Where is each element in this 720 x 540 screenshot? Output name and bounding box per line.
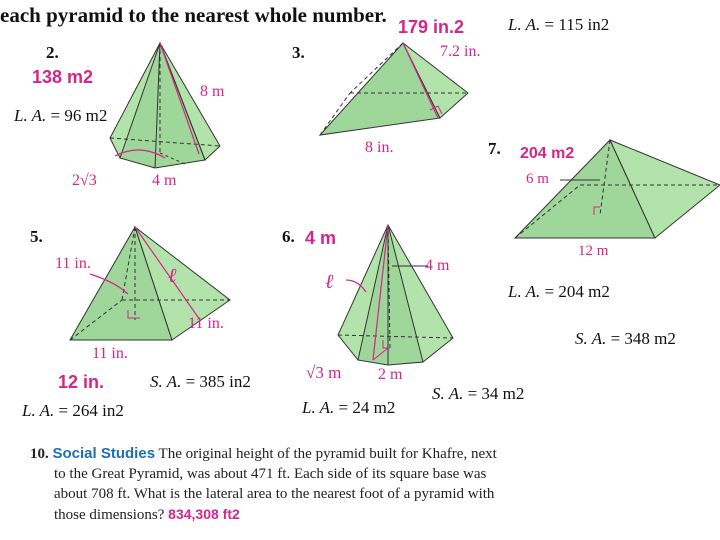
problem-5-height-label: 11 in. (55, 255, 91, 272)
rectangular-pyramid-figure (510, 135, 720, 245)
problem-2-apothem-label: 2√3 (72, 172, 97, 189)
problem-6-height-label: 4 m (425, 257, 450, 274)
word-problem-line (30, 504, 710, 525)
problem-6-side-label: 2 m (378, 366, 403, 383)
problem-6-lateral-area (302, 399, 395, 416)
problem-7-lateral-area (508, 283, 610, 300)
problem-3-answer: 179 in.2 (398, 17, 465, 37)
problem-7-side-label: 12 m (578, 243, 609, 259)
la-value: = 264 in2 (58, 401, 124, 420)
problem-2-answer: 138 m2 (32, 67, 94, 87)
problem-7-answer: 204 m2 (520, 145, 575, 162)
hexagonal-pyramid-figure (95, 38, 245, 188)
sa-value: = 348 m2 (610, 329, 676, 348)
square-pyramid-figure (60, 222, 240, 352)
hexagonal-pyramid-figure (328, 220, 468, 370)
word-problem-10 (30, 444, 710, 525)
problem-6-number: 6. (282, 227, 295, 246)
problem-6-apothem-label: √3 m (306, 363, 342, 382)
word-problem-line: to the Great Pyramid, was about 471 ft. Each side of its square base was (54, 466, 487, 482)
la-value: = 204 m2 (544, 282, 610, 301)
problem-5-number: 5. (30, 227, 43, 246)
sa-value: = 385 in2 (185, 372, 251, 391)
word-problem-line: about 708 ft. What is the lateral area to the nearest foot of a pyramid with (54, 486, 495, 502)
problem-5-edge-label: 11 in. (188, 315, 224, 332)
la-label: L. A. (14, 106, 47, 125)
word-problem-answer: 834,308 ft2 (168, 506, 240, 522)
sa-value: = 34 m2 (467, 384, 525, 403)
sa-label: S. A. (432, 384, 464, 403)
word-problem-text: those dimensions? (54, 507, 165, 523)
problem-2-slant-label: 8 m (200, 83, 225, 100)
problem-3-lateral-area (508, 16, 609, 33)
la-label: L. A. (508, 282, 541, 301)
problem-5-slant-ell: ℓ (168, 265, 177, 287)
la-value: = 24 m2 (338, 398, 396, 417)
problem-7-surface-area (575, 330, 676, 347)
problem-3-number: 3. (292, 43, 305, 62)
la-label: L. A. (508, 15, 541, 34)
problem-6-slant-ell: ℓ (325, 271, 334, 293)
problem-5-lateral-area (22, 402, 124, 419)
word-problem-number: 10. (30, 446, 49, 462)
la-label: L. A. (302, 398, 335, 417)
word-problem-line (30, 444, 710, 464)
sa-label: S. A. (575, 329, 607, 348)
problem-5-answer: 12 in. (58, 372, 105, 392)
word-problem-text: The original height of the pyramid built for Khafre, next (158, 446, 497, 462)
problem-5-surface-area (150, 373, 251, 390)
problem-5-base-label: 11 in. (92, 345, 128, 362)
word-problem-heading: Social Studies (52, 445, 156, 462)
problem-7-height-label: 6 m (526, 171, 549, 187)
problem-2-number: 2. (46, 43, 59, 62)
problem-7-number: 7. (488, 139, 501, 158)
problem-2-lateral-area (14, 107, 107, 124)
sa-label: S. A. (150, 372, 182, 391)
problem-3-slant-label: 7.2 in. (440, 43, 481, 60)
page-title: each pyramid to the nearest whole number. (0, 3, 387, 27)
problem-6-answer: 4 m (305, 228, 337, 248)
problem-3-side-label: 8 in. (365, 139, 394, 156)
la-value: = 115 in2 (544, 15, 610, 34)
problem-6-surface-area (432, 385, 524, 402)
problem-2-side-label: 4 m (152, 172, 177, 189)
la-value: = 96 m2 (50, 106, 108, 125)
la-label: L. A. (22, 401, 55, 420)
